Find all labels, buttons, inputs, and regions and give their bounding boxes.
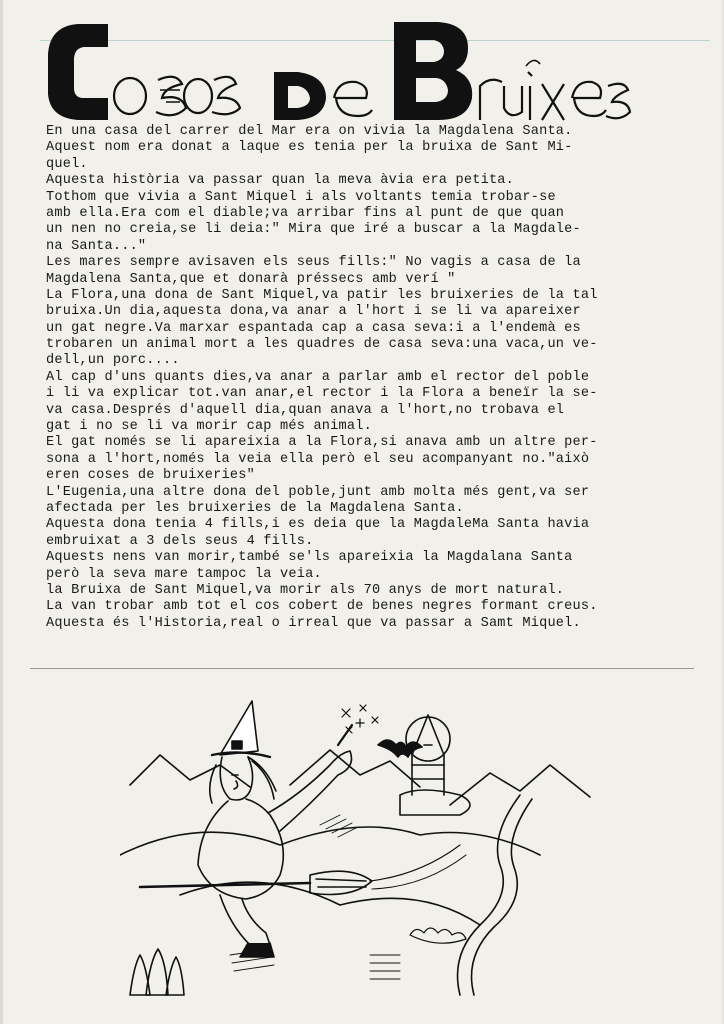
story-line: va casa.Després d'aquell dia,quan anava a l'hort,no trobava el xyxy=(46,402,565,418)
story-line: Aquesta dona tenia 4 fills,i es deia que la MagdaleMa Santa havia xyxy=(46,517,590,533)
story-line: Al cap d'uns quants dies,va anar a parlar amb el rector del poble xyxy=(46,369,590,385)
story-line: Aquests nens van morir,també se'ls apareixia la Magdalana Santa xyxy=(46,550,573,566)
sparkles-icon xyxy=(342,705,378,733)
story-line: La van trobar amb tot el cos cobert de benes negres formant creus. xyxy=(46,599,598,615)
story-line: gat i no se li va morir cap més animal. xyxy=(46,419,372,435)
story-line: En una casa del carrer del Mar era on vivia la Magdalena Santa. xyxy=(46,124,573,139)
section-divider xyxy=(30,668,694,669)
story-line: però la seva mare tampoc la veia. xyxy=(46,566,322,582)
mountain-left xyxy=(130,755,250,787)
story-line: Aquesta és l'Historia,real o irreal que va passar a Samt Miquel. xyxy=(46,615,581,631)
trees-icon xyxy=(130,949,184,995)
story-line: La Flora,una dona de Sant Miquel,va patir les bruixeries de la tal xyxy=(46,287,598,303)
story-text xyxy=(46,124,686,632)
story-line: Magdalena Santa,que et donarà préssecs amb verí " xyxy=(46,271,456,287)
mountain-mid xyxy=(290,750,420,787)
story-line: na Santa..." xyxy=(46,238,147,254)
story-line: Aquesta història va passar quan la meva àvia era petita. xyxy=(46,173,515,189)
river xyxy=(458,795,521,995)
title-lettering-art xyxy=(38,14,638,129)
story-line: afectada per les bruixeries de la Magdalena Santa. xyxy=(46,500,464,516)
story-line: amb ella.Era com el diable;va arribar fins al punt de que quan xyxy=(46,205,565,221)
tower-icon xyxy=(412,715,444,795)
story-line: un gat negre.Va marxar espantada cap a casa seva:i a l'endemà es xyxy=(46,320,581,336)
bushes-icon xyxy=(410,928,466,943)
witch-illustration xyxy=(120,695,600,1010)
story-line: El gat només se li apareixia a la Flora,si anava amb un altre per- xyxy=(46,435,598,451)
mountain-right xyxy=(450,765,590,805)
story-line: embruixat a 3 dels seus 4 fills. xyxy=(46,533,314,549)
story-line: trobaren un animal mort a les quadres de casa seva:una vaca,un ve- xyxy=(46,337,598,353)
story-line: dell,un porc.... xyxy=(46,353,180,369)
story-line: un nen no creia,se li deia:" Mira que iré a buscar a la Magdale- xyxy=(46,222,581,238)
story-line: quel. xyxy=(46,156,88,172)
story-line: Les mares sempre avisaven els seus fills:" No vagis a casa de la xyxy=(46,255,581,271)
story-line: la Bruixa de Sant Miquel,va morir als 70 anys de mort natural. xyxy=(46,582,565,598)
bat-icon xyxy=(378,740,422,757)
page-title xyxy=(38,14,638,129)
story-line: L'Eugenia,una altre dona del poble,junt amb molta més gent,va ser xyxy=(46,484,590,500)
story-line: bruixa.Un dia,aquesta dona,va anar a l'hort i se li va apareixer xyxy=(46,304,581,320)
story-line: i li va explicar tot.van anar,el rector i la Flora a beneïr la se- xyxy=(46,386,598,402)
story-line: eren coses de bruixeries" xyxy=(46,468,255,484)
story-line: Tothom que vivia a Sant Miquel i als voltants temia trobar-se xyxy=(46,189,556,205)
story-line: Aquest nom era donat a laque es tenia per la bruixa de Sant Mi- xyxy=(46,140,573,156)
story-line: sona a l'hort,només la veia ella però el seu acompanyant no."això xyxy=(46,451,590,467)
